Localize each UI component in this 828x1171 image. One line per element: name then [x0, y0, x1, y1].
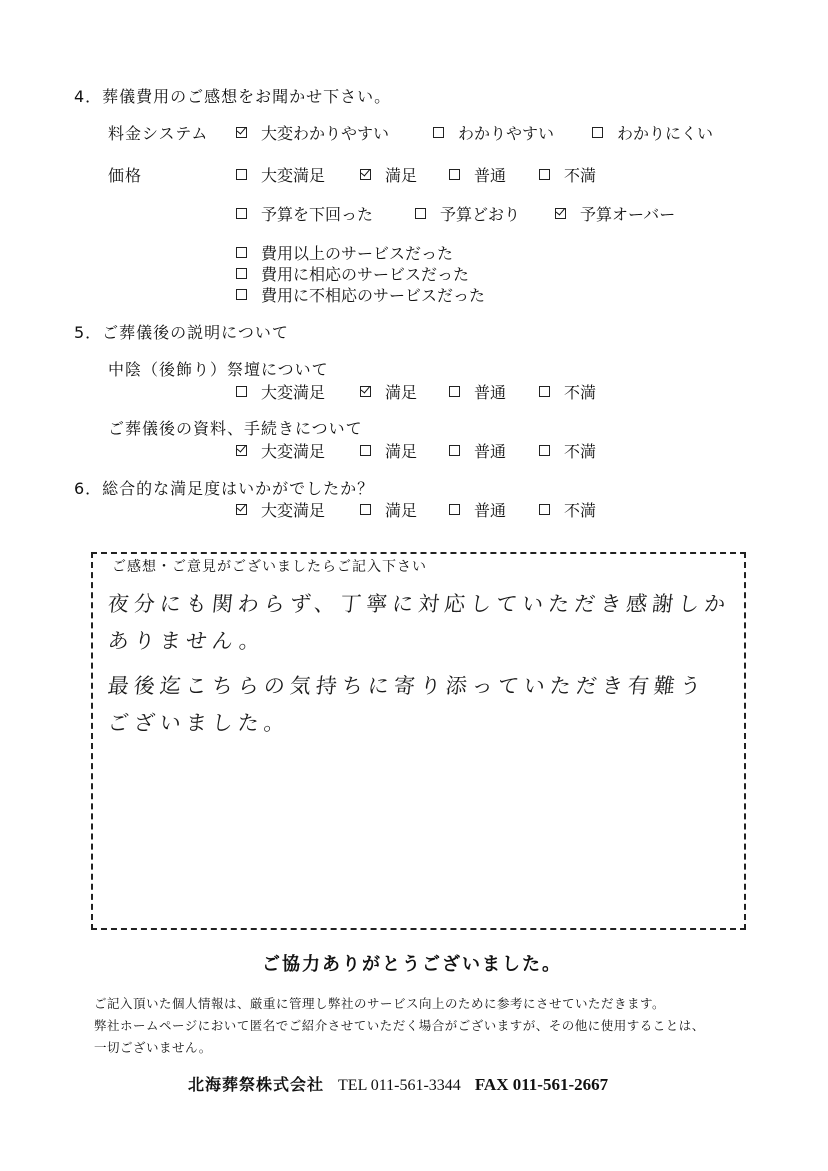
- checkbox[interactable]: [236, 127, 247, 138]
- documents-label: ご葬儀後の資料、手続きについて: [108, 419, 363, 438]
- comments-label: ご感想・ご意見がございましたらご記入下さい: [112, 559, 427, 575]
- checkbox[interactable]: [592, 127, 603, 138]
- privacy-notice-line: 弊社ホームページにおいて匿名でご紹介させていただく場合がございますが、その他に使用することは、: [94, 1018, 705, 1033]
- price-label: 価格: [108, 166, 143, 185]
- fee-option-unclear[interactable]: わかりにくい: [592, 121, 713, 144]
- thanks-message: ご協力ありがとうございました。: [262, 954, 562, 975]
- overall-option-normal[interactable]: 普通: [449, 498, 506, 521]
- checkbox[interactable]: [236, 247, 247, 258]
- checkbox[interactable]: [539, 386, 550, 397]
- checkbox[interactable]: [415, 208, 426, 219]
- tel-number: TEL 011-561-3344: [338, 1077, 461, 1094]
- comment-line: ありません。: [106, 629, 267, 653]
- documents-option-normal[interactable]: 普通: [449, 439, 506, 462]
- overall-option-satisfied[interactable]: 満足: [360, 498, 417, 521]
- footer: [188, 1072, 608, 1095]
- comment-line: ございました。: [106, 711, 292, 735]
- budget-option-as-planned[interactable]: 予算どおり: [415, 202, 520, 225]
- documents-option-satisfied[interactable]: 満足: [360, 439, 417, 462]
- checkbox[interactable]: [360, 386, 371, 397]
- checkbox[interactable]: [236, 169, 247, 180]
- checkbox[interactable]: [539, 169, 550, 180]
- comment-line: 最後迄こちらの気持ちに寄り添っていただき有難う: [106, 674, 708, 698]
- checkbox[interactable]: [360, 445, 371, 456]
- checkbox[interactable]: [449, 445, 460, 456]
- checkbox[interactable]: [449, 169, 460, 180]
- comment-line: 夜分にも関わらず、丁寧に対応していただき感謝しか: [106, 592, 732, 616]
- altar-option-very-satisfied[interactable]: 大変満足: [236, 380, 325, 403]
- service-option-inappropriate[interactable]: 費用に不相応のサービスだった: [236, 283, 485, 306]
- fee-option-very-clear[interactable]: 大変わかりやすい: [236, 121, 389, 144]
- documents-option-dissatisfied[interactable]: 不満: [539, 439, 596, 462]
- checkbox[interactable]: [539, 504, 550, 515]
- service-option-above[interactable]: 費用以上のサービスだった: [236, 241, 453, 264]
- price-option-normal[interactable]: 普通: [449, 163, 506, 186]
- privacy-notice-line: ご記入頂いた個人情報は、厳重に管理し弊社のサービス向上のために参考にさせていただきます。: [94, 996, 666, 1011]
- price-option-very-satisfied[interactable]: 大変満足: [236, 163, 325, 186]
- budget-option-under[interactable]: 予算を下回った: [236, 202, 373, 225]
- checkbox[interactable]: [236, 268, 247, 279]
- checkbox[interactable]: [236, 445, 247, 456]
- overall-option-very-satisfied[interactable]: 大変満足: [236, 498, 325, 521]
- q6-title: 6．総合的な満足度はいかがでしたか？: [74, 479, 375, 498]
- checkbox[interactable]: [236, 208, 247, 219]
- company-name: 北海葬祭株式会社: [188, 1075, 325, 1094]
- checkbox[interactable]: [236, 386, 247, 397]
- checkbox[interactable]: [555, 208, 566, 219]
- checkbox[interactable]: [539, 445, 550, 456]
- price-option-satisfied[interactable]: 満足: [360, 163, 417, 186]
- fee-option-clear[interactable]: わかりやすい: [433, 121, 554, 144]
- checkbox[interactable]: [433, 127, 444, 138]
- q4-title: 4．葬儀費用のご感想をお聞かせ下さい。: [74, 87, 392, 106]
- documents-option-very-satisfied[interactable]: 大変満足: [236, 439, 325, 462]
- checkbox[interactable]: [360, 504, 371, 515]
- checkbox[interactable]: [449, 386, 460, 397]
- altar-label: 中陰（後飾り）祭壇について: [108, 360, 329, 379]
- price-option-dissatisfied[interactable]: 不満: [539, 163, 596, 186]
- budget-option-over[interactable]: 予算オーバー: [555, 202, 675, 225]
- service-option-appropriate[interactable]: 費用に相応のサービスだった: [236, 262, 469, 285]
- altar-option-normal[interactable]: 普通: [449, 380, 506, 403]
- checkbox[interactable]: [360, 169, 371, 180]
- fee-system-label: 料金システム: [108, 124, 209, 143]
- checkbox[interactable]: [236, 504, 247, 515]
- q5-title: 5．ご葬儀後の説明について: [74, 323, 289, 342]
- checkbox[interactable]: [236, 289, 247, 300]
- fax-number: FAX 011-561-2667: [474, 1075, 609, 1094]
- privacy-notice-line: 一切ございません。: [94, 1040, 212, 1055]
- checkbox[interactable]: [449, 504, 460, 515]
- altar-option-dissatisfied[interactable]: 不満: [539, 380, 596, 403]
- altar-option-satisfied[interactable]: 満足: [360, 380, 417, 403]
- overall-option-dissatisfied[interactable]: 不満: [539, 498, 596, 521]
